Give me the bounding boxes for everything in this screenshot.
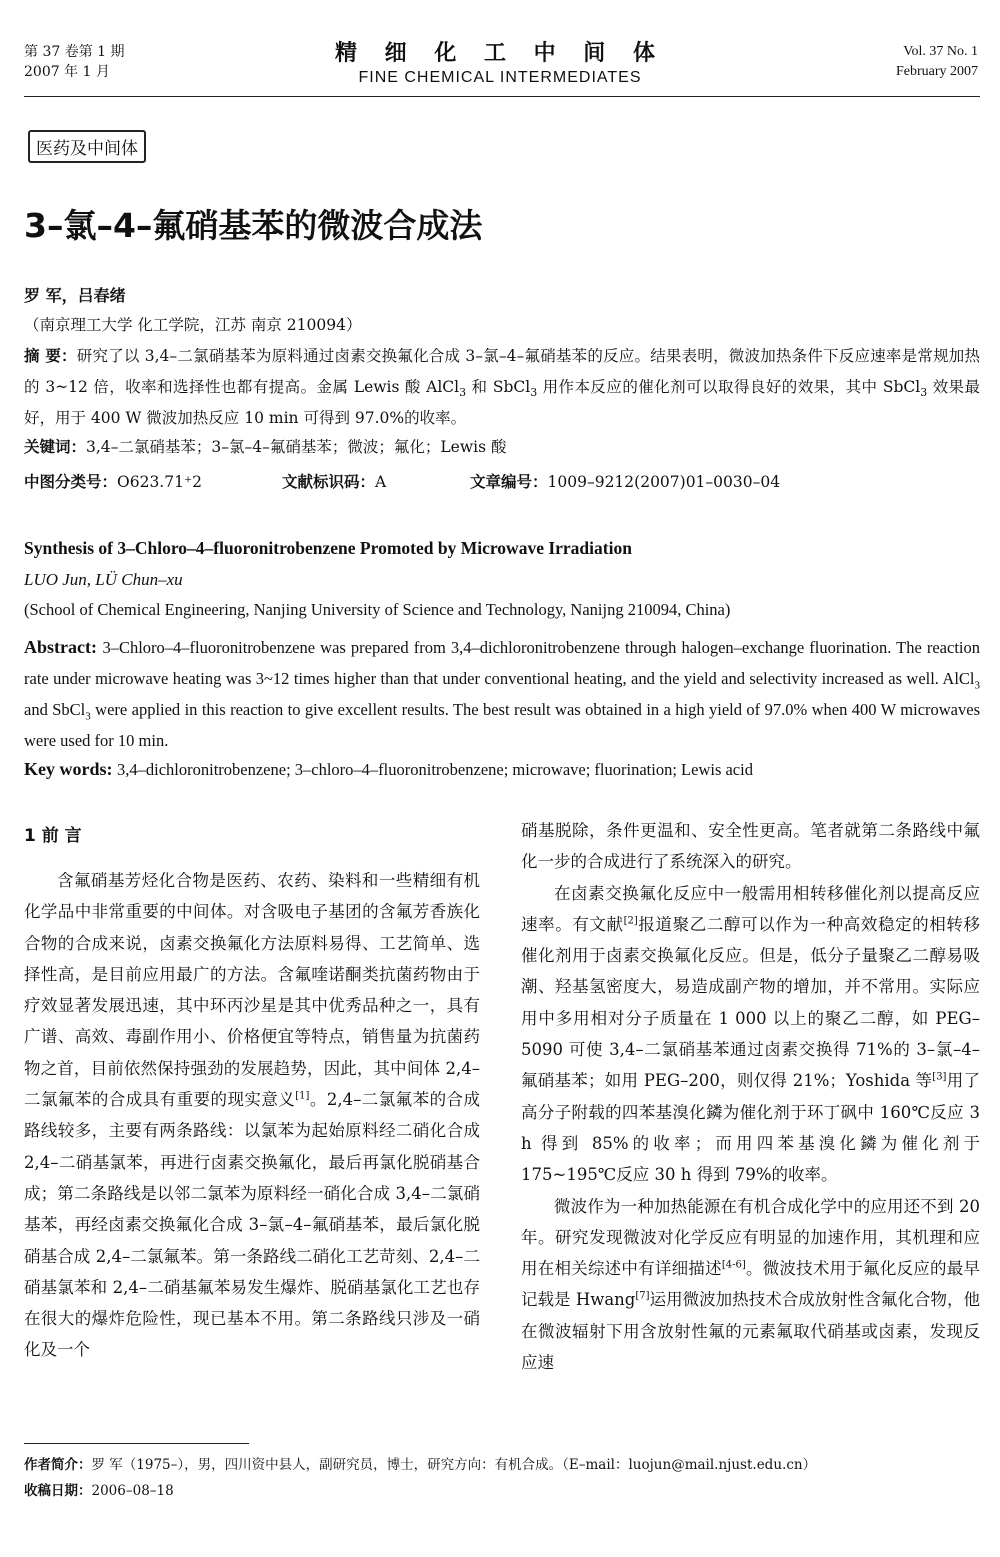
paragraph: 硝基脱除，条件更温和、安全性更高。笔者就第二条路线中氟化一步的合成进行了系统深入的研究。 [521, 821, 980, 872]
english-affiliation: (School of Chemical Engineering, Nanjing University of Science and Technology, Nanijng 210094, China) [24, 600, 731, 619]
issue-info-en [896, 42, 978, 82]
abstract-cn-label: 摘 要： [24, 347, 77, 365]
volume-cn: 第 37 卷第 1 期 [24, 44, 125, 60]
english-title: Synthesis of 3–Chloro–4–fluoronitrobenzene Promoted by Microwave Irradiation [24, 538, 632, 558]
keywords-cn-text: 3,4–二氯硝基苯；3–氯–4–氟硝基苯；微波；氟化；Lewis 酸 [86, 438, 507, 456]
body-column-right [521, 815, 980, 1378]
journal-name-en: FINE CHEMICAL INTERMEDIATES [358, 69, 642, 86]
keywords-cn [24, 435, 506, 457]
paragraph: 在卤素交换氟化反应中一般需用相转移催化剂以提高反应速率。有文献[2]报道聚乙二醇可以作为一种高效稳定的相转移催化剂用于卤素交换氟化反应。但是，低分子量聚乙二醇易吸潮、羟基氢密度大，易造成副产物的增加，并不常用。实际应用中多用相对分子质量在 1 000 以上的聚乙二醇，如 PEG–5090 可使 3,4–二氯硝基苯通过卤素交换得 71%的 3–氯–4–氟硝基苯；如用 PEG–200，则仅得 21%；Yoshida 等[3]用了高分子附载的四苯基溴化鏻为催化剂于环丁砜中 160℃反应 3 h 得到 85%的收率；而用四苯基溴化鏻为催化剂于 175~195℃反应 30 h 得到 79%的收率。 [521, 883, 981, 1185]
date-cn: 2007 年 1 月 [24, 64, 110, 80]
footnote [24, 1452, 980, 1504]
citation: [4-6] [721, 1259, 746, 1271]
journal-name-cn: 精 细 化 工 中 间 体 [335, 41, 665, 66]
body-column-left [24, 865, 480, 1366]
article-number: 文章编号：1009–9212(2007)01–0030–04 [470, 473, 781, 491]
paragraph: 含氟硝基芳烃化合物是医药、农药、染料和一些精细有机化学品中非常重要的中间体。对含吸电子基团的含氟芳香族化合物的合成来说，卤素交换氟化方法原料易得、工艺简单、选择性高，是目前应用最广的方法。含氟喹诺酮类抗菌药物由于疗效显著发展迅速，其中环丙沙星是其中优秀品种之一，具有广谱、高效、毒副作用小、价格便宜等特点，销售量为抗菌药物之首，目前依然保持强劲的发展趋势，因此，其中间体 2,4–二氯氟苯的合成具有重要的现实意义[1]。2,4–二氯氟苯的合成路线较多，主要有两条路线：以氯苯为起始原料经二硝化合成 2,4–二硝基氯苯，再进行卤素交换氟化，最后再氯化脱硝基合成；第二条路线是以邻二氯苯为原料经一硝化合成 3,4–二氯硝基苯，再经卤素交换氟化合成 3–氯–4–氟硝基苯，最后氯化脱硝基合成 2,4–二氯氟苯。第一条路线二硝化工艺苛刻、2,4–二硝基氯苯和 2,4–二硝基氟苯易发生爆炸、脱硝基氯化工艺也存在很大的爆炸危险性，现已基本不用。第二条路线只涉及一硝化及一个 [24, 871, 480, 1360]
author-bio: 作者简介：罗 军（1975–），男，四川资中县人，副研究员，博士，研究方向：有机合成。（E–mail：luojun@mail.njust.edu.cn） [24, 1457, 817, 1473]
citation: [3] [932, 1071, 947, 1083]
english-authors: LUO Jun, LÜ Chun–xu [24, 570, 183, 589]
authors: 罗 军，吕春绪 [24, 286, 126, 305]
date-en: February 2007 [895, 64, 978, 79]
english-keywords: Key words: 3,4–dichloronitrobenzene; 3–chloro–4–fluoronitrobenzene; microwave; fluorination; Lewis acid [24, 759, 753, 779]
header-rule [24, 96, 980, 97]
paper-title: 3–氯–4–氟硝基苯的微波合成法 [24, 206, 483, 245]
english-abstract-label: Abstract [24, 637, 91, 657]
paragraph: 微波作为一种加热能源在有机合成化学中的应用还不到 20 年。研究发现微波对化学反应有明显的加速作用，其机理和应用在相关综述中有详细描述[4-6]。微波技术用于氟化反应的最早记载是 Hwang[7]运用微波加热技术合成放射性含氟化合物，他在微波辐射下用含放射性氟的元素氟取代硝基或卤素，发现反应速 [521, 1196, 980, 1373]
footnote-rule [24, 1443, 249, 1444]
journal-name [0, 36, 1000, 87]
citation: [7] [635, 1290, 650, 1302]
received-date: 收稿日期：2006–08–18 [24, 1483, 174, 1499]
section-tag: 医药及中间体 [28, 130, 146, 163]
abstract-cn: 摘 要：研究了以 3,4–二氯硝基苯为原料通过卤素交换氟化合成 3–氯–4–氟硝基苯的反应。结果表明，微波加热条件下反应速率是常规加热的 3~12 倍，收率和选择性也都有提高。金属 Lewis 酸 AlCl$_3$ 和 SbCl$_3$ 用作本反应的催化剂可以取得良好的效果，其中 SbCl$_3$ 效果最好，用于 400 W 微波加热反应 10 min 可得到 97.0%的收率。 [24, 347, 981, 427]
section-1-heading: 1 前 言 [24, 826, 82, 846]
clc-number: 中图分类号：O623.71⁺2 [24, 473, 203, 491]
keywords-cn-label: 关键词： [24, 438, 87, 456]
citation: [2] [623, 915, 638, 927]
english-abstract: Abstract: 3–Chloro–4–fluoronitrobenzene was prepared from 3,4–dichloronitrobenzene through halogen–exchange fluorination. The reaction rate under microwave heating was 3~12 times higher than that under conventional heating, and the yield and selectivity increased as well. AlCl$_3$ and SbCl$_3$ were applied in this reaction to give excellent results. The best result was obtained in a high yield of 97.0% when 400 W microwaves were used for 10 min. [24, 637, 980, 750]
volume-en: Vol. 37 No. 1 [903, 44, 978, 59]
affiliation: （南京理工大学 化工学院，江苏 南京 210094） [24, 316, 362, 334]
citation: [1] [295, 1090, 310, 1102]
doc-code: 文献标识码：A [282, 473, 387, 491]
english-keywords-label: Key words [24, 759, 107, 779]
